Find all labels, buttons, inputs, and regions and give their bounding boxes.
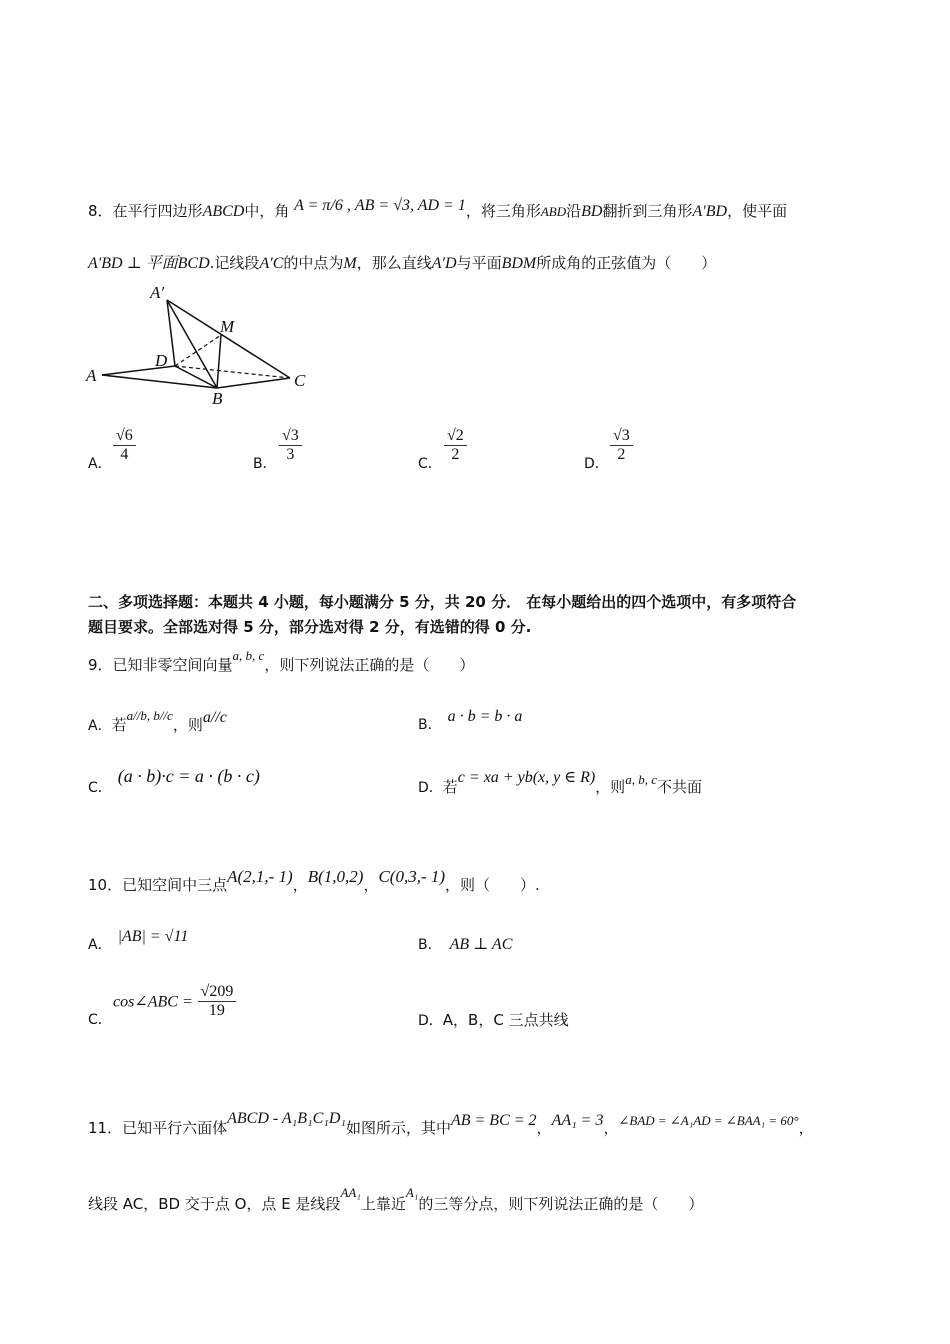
edge-AB [102, 375, 217, 388]
label-M: M [220, 317, 235, 336]
edge-ApC [167, 300, 290, 378]
label-C: C [294, 371, 306, 390]
q8-figure [80, 280, 330, 410]
q10-stem: 10．已知空间中三点A(2,1,- 1)，B(1,0,2)，C(0,3,- 1)，则（ ）. [88, 867, 540, 894]
q8-option-b: $\frac{√3}{3}$ [279, 427, 302, 464]
q10-option-d: D．A，B，C 三点共线 [418, 1011, 569, 1029]
q9-option-d: D．若c = xa + yb(x, y ∈ R)，则a, b, c不共面 [418, 769, 702, 796]
q8-option-d-label: D． [584, 456, 609, 472]
section2-heading-line2: 题目要求。全部选对得 5 分，部分选对得 2 分，有选错的得 0 分. [88, 618, 532, 636]
label-Ap: A′ [150, 283, 165, 302]
label-A: A [86, 366, 97, 385]
q8-line2: A′BD ⊥ 平面BCD.记线段A′C的中点为M，那么直线A′D与平面BDM所成角的正弦值为（ ） [88, 254, 717, 272]
q8-option-a: $\frac{√6}{4}$ [113, 427, 136, 464]
edge-BC [217, 378, 290, 388]
edge-ApD [167, 300, 175, 366]
edge-MB [217, 335, 221, 388]
q8-condition: A = π/6 , AB = √3, AD = 1 [294, 197, 466, 214]
q10-option-c: cos∠ABC = $\frac{√209}{19}$ [113, 983, 236, 1020]
q10-option-b: B． AB ⊥ AC [418, 936, 513, 953]
q10-option-a: A． |AB| = √11 [88, 928, 189, 953]
edge-DM [175, 335, 221, 366]
q9-option-a: A．若a//b, b//c，则a//c [88, 708, 227, 734]
q9-option-b: B． a · b = b · a [418, 708, 523, 733]
q8-option-c: $\frac{√2}{2}$ [444, 427, 467, 464]
q8-line1: 8．在平行四边形ABCD中，角 A = π/6 , AB = √3, AD = 1，将三角形ABD沿BD翻折到三角形A′BD，使平面 [88, 197, 788, 220]
label-B: B [212, 389, 223, 408]
q8-option-c-label: C． [418, 456, 442, 472]
q10-option-c-label: C． [88, 1012, 112, 1028]
q8-option-a-label: A． [88, 456, 112, 472]
q8-option-d: $\frac{√3}{2}$ [610, 427, 633, 464]
q9-option-c: C．(a · b)·c = a · (b · c) [88, 766, 260, 796]
q11-line2: 线段 AC，BD 交于点 O，点 E 是线段AA₁上靠近A₁的三等分点，则下列说法正确的是（ ） [88, 1185, 704, 1213]
q9-stem: 9．已知非零空间向量a, b, c，则下列说法正确的是（ ） [88, 648, 475, 674]
section2-heading-line1: 二、多项选择题：本题共 4 小题，每小题满分 5 分，共 20 分． 在每小题给出的四个选项中，有多项符合 [88, 593, 797, 611]
q8-option-b-label: B． [253, 456, 277, 472]
label-D: D [155, 351, 168, 370]
q11-line1: 11．已知平行六面体ABCD - A₁B₁C₁D₁如图所示，其中AB = BC = 2，AA₁ = 3，∠BAD = ∠A₁AD = ∠BAA₁ = 60°， [88, 1110, 814, 1137]
